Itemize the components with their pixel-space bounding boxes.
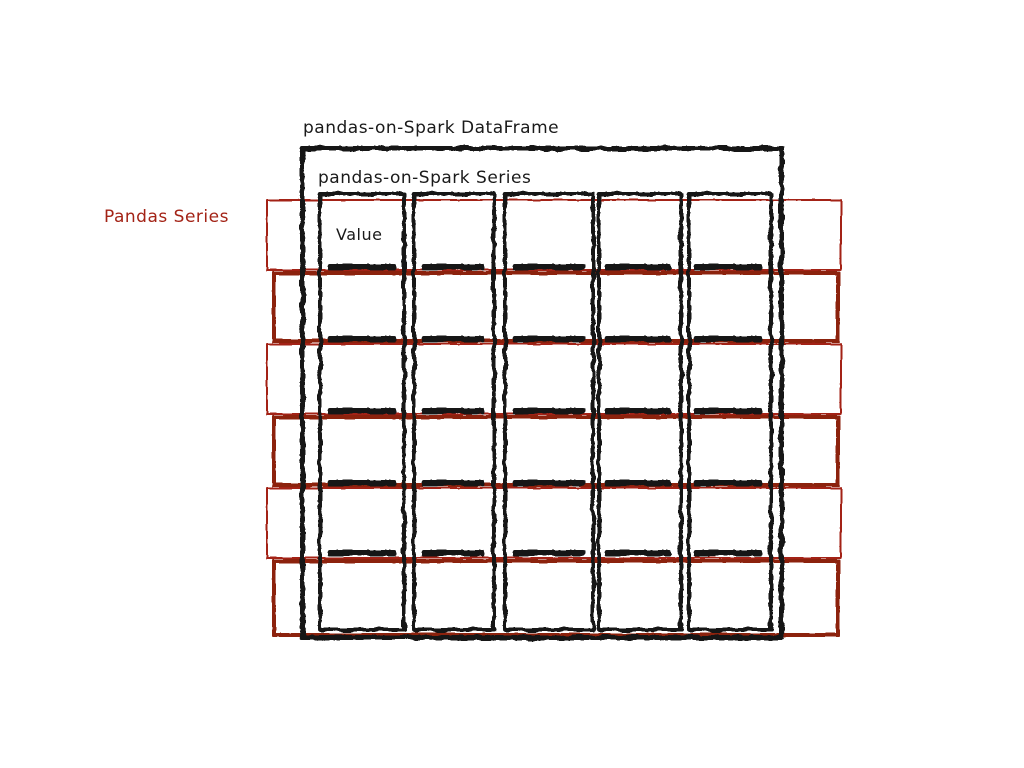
cell-rule-r1-c4 <box>605 264 671 270</box>
cell-rule-r3-c2 <box>422 408 484 414</box>
cell-rule-r5-c1 <box>328 550 396 556</box>
cell-rule-r3-c4 <box>605 408 671 414</box>
label-pandas-on-spark-dataframe: pandas-on-Spark DataFrame <box>303 118 560 138</box>
cell-rule-r5-c4 <box>605 550 671 556</box>
cell-rule-r1-c2 <box>422 264 484 270</box>
cell-rule-r4-c5 <box>694 480 762 486</box>
cell-rule-r4-c4 <box>605 480 671 486</box>
cell-rule-r2-c4 <box>605 336 671 342</box>
label-pandas-series: Pandas Series <box>104 207 229 227</box>
cell-rule-r1-c3 <box>513 264 585 270</box>
cell-rule-r5-c5 <box>694 550 762 556</box>
label-value-cell: Value <box>336 225 383 244</box>
cell-rule-r3-c1 <box>328 408 396 414</box>
label-pandas-on-spark-series: pandas-on-Spark Series <box>318 168 532 188</box>
cell-rule-r4-c2 <box>422 480 484 486</box>
cell-rule-r5-c3 <box>513 550 585 556</box>
cell-rule-r5-c2 <box>422 550 484 556</box>
cell-rule-r2-c1 <box>328 336 396 342</box>
cell-rule-r3-c5 <box>694 408 762 414</box>
cell-rule-r2-c5 <box>694 336 762 342</box>
cell-rule-r2-c2 <box>422 336 484 342</box>
cell-rule-r4-c1 <box>328 480 396 486</box>
cell-rule-r1-c1 <box>328 264 396 270</box>
cell-rule-r2-c3 <box>513 336 585 342</box>
cell-rule-r1-c5 <box>694 264 762 270</box>
cell-rule-r4-c3 <box>513 480 585 486</box>
cell-rule-r3-c3 <box>513 408 585 414</box>
